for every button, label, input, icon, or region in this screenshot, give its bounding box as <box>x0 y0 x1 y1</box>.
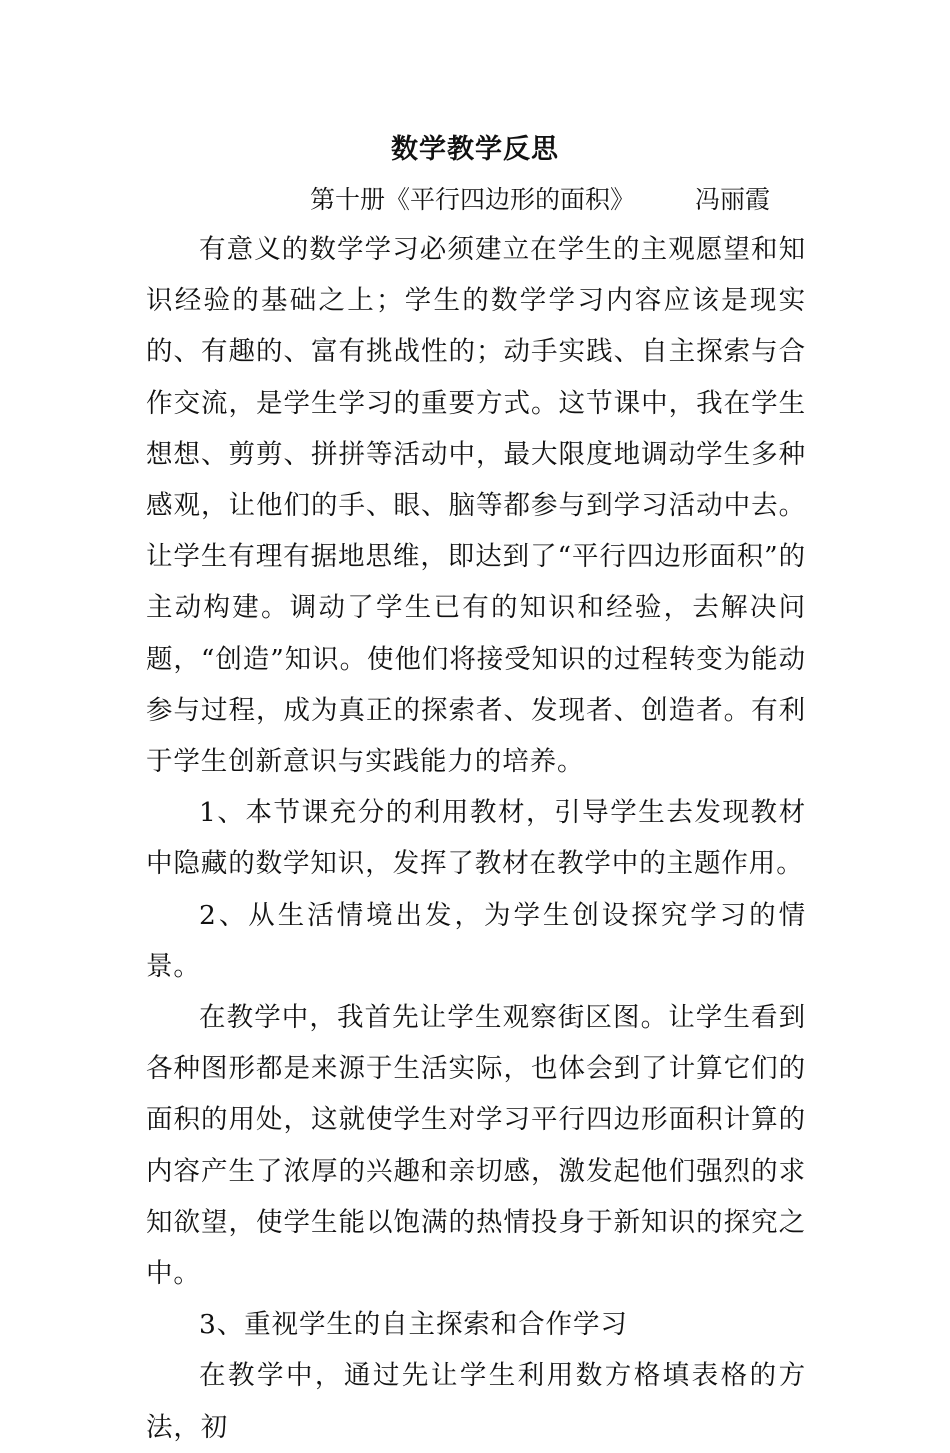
paragraph-point-3-heading: 3、重视学生的自主探索和合作学习 <box>199 1309 628 1341</box>
author-name: 冯丽霞 <box>695 185 771 214</box>
document-body <box>146 224 806 1453</box>
paragraph-point-2-body: 在教学中，我首先让学生观察街区图。让学生看到各种图形都是来源于生活实际，也体会到了计算它们的面积的用处，这就使学生对学习平行四边形面积计算的内容产生了浓厚的兴趣和亲切感，激发起他们强烈的求知欲望，使学生能以饱满的热情投身于新知识的探究之中。 <box>146 1002 806 1290</box>
paragraph-intro: 有意义的数学学习必须建立在学生的主观愿望和知识经验的基础之上；学生的数学学习内容应该是现实的、有趣的、富有挑战性的；动手实践、自主探索与合作交流，是学生学习的重要方式。这节课中，我在学生想想、剪剪、拼拼等活动中，最大限度地调动学生多种感观，让他们的手、眼、脑等都参与到学习活动中去。让学生有理有据地思维，即达到了“平行四边形面积”的主动构建。调动了学生已有的知识和经验，去解决问题，“创造”知识。使他们将接受知识的过程转变为能动参与过程，成为真正的探索者、发现者、创造者。有利于学生创新意识与实践能力的培养。 <box>146 234 806 778</box>
paragraph-point-3-body: 在教学中，通过先让学生利用数方格填表格的方法，初 <box>146 1360 806 1443</box>
document-title: 数学教学反思 <box>391 134 559 165</box>
lesson-title: 第十册《平行四边形的面积》 <box>310 185 636 214</box>
paragraph-point-2-heading: 2、从生活情境出发，为学生创设探究学习的情景。 <box>146 899 806 982</box>
document-subtitle-line <box>310 180 770 220</box>
paragraph-point-1: 1、本节课充分的利用教材，引导学生去发现教材中隐藏的数学知识，发挥了教材在教学中的主题作用。 <box>146 797 806 880</box>
